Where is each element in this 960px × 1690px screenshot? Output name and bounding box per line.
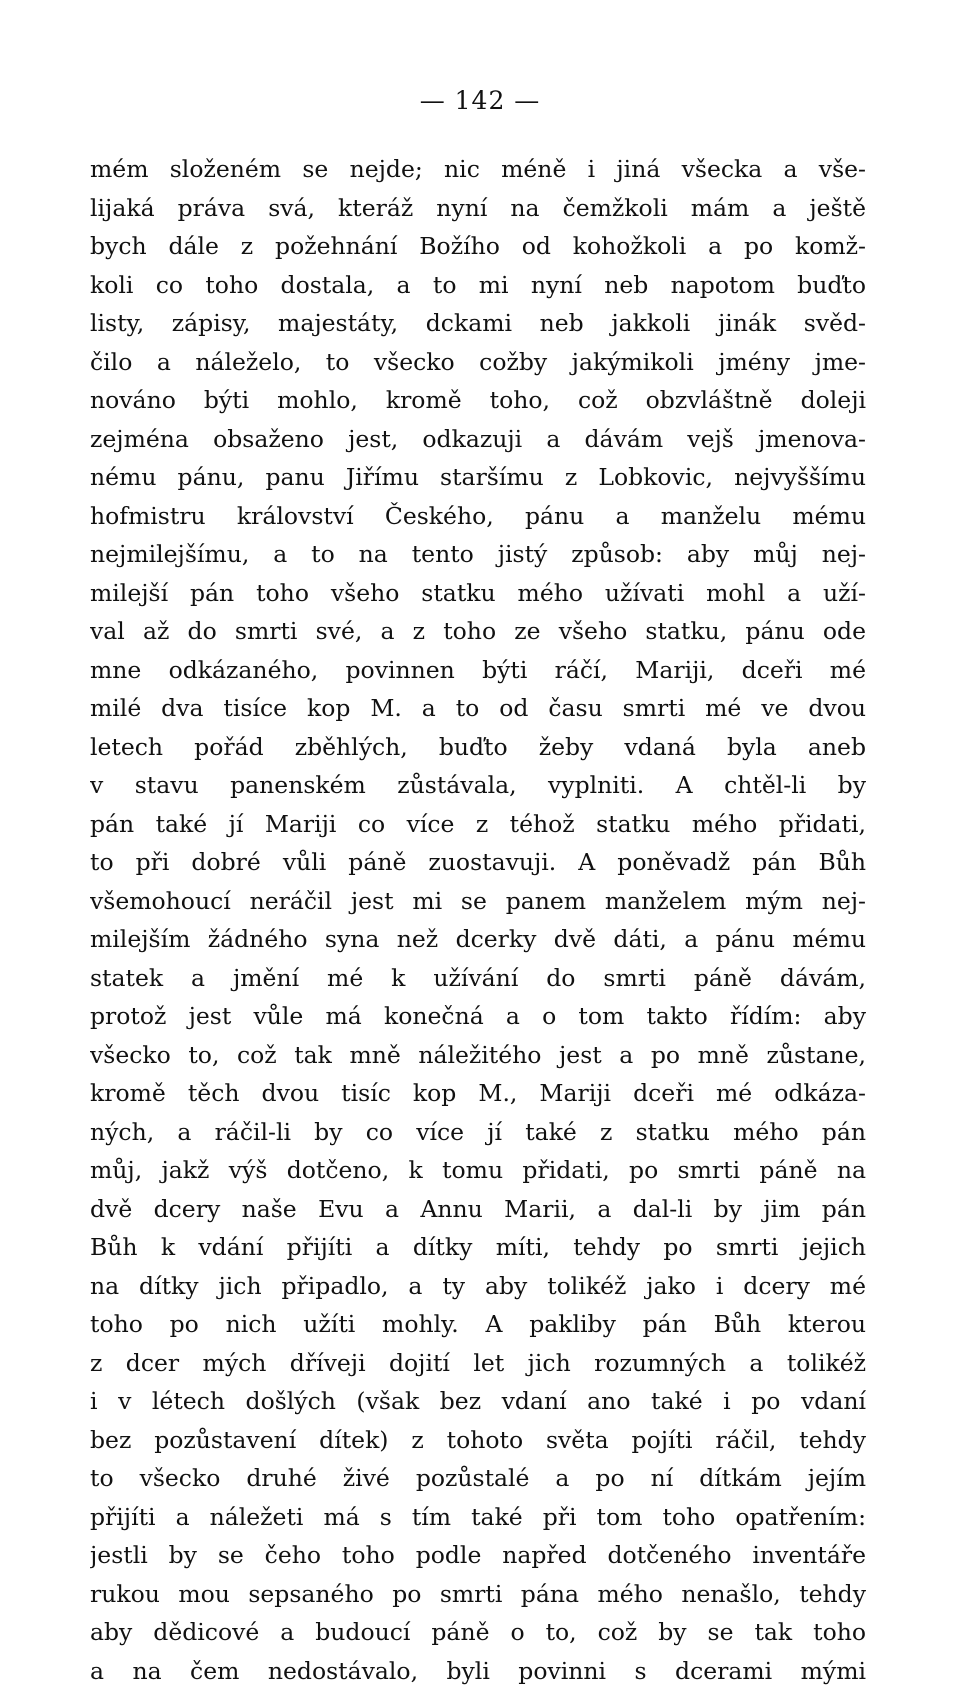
body-text [90, 150, 866, 1690]
text-line: na dítky jich připadlo, a ty aby tolikéž jako i dcery mé [90, 1267, 866, 1306]
text-line: to při dobré vůli páně zuostavuji. A poněvadž pán Bůh [90, 843, 866, 882]
text-line: mém složeném se nejde; nic méně i jiná všecka a vše- [90, 150, 866, 189]
text-line: milé dva tisíce kop M. a to od času smrti mé ve dvou [90, 689, 866, 728]
text-line: všemohoucí neráčil jest mi se panem manželem mým nej- [90, 882, 866, 921]
text-line: aby dědicové a budoucí páně o to, což by se tak toho [90, 1613, 866, 1652]
text-line: nému pánu, panu Jiřímu staršímu z Lobkovic, nejvyššímu [90, 458, 866, 497]
text-line: toho po nich užíti mohly. A pakliby pán Bůh kterou [90, 1305, 866, 1344]
text-line: koli co toho dostala, a to mi nyní neb napotom buďto [90, 266, 866, 305]
text-line: pán také jí Mariji co více z téhož statku mého přidati, [90, 805, 866, 844]
text-line: nejmilejšímu, a to na tento jistý způsob: aby můj nej- [90, 535, 866, 574]
text-line: kromě těch dvou tisíc kop M., Mariji dceři mé odkáza- [90, 1074, 866, 1113]
text-line: bych dále z požehnání Božího od kohožkoli a po komž- [90, 227, 866, 266]
text-line: to všecko druhé živé pozůstalé a po ní dítkám jejím [90, 1459, 866, 1498]
text-line: statek a jmění mé k užívání do smrti páně dávám, [90, 959, 866, 998]
text-line: i v létech došlých (však bez vdaní ano také i po vdaní [90, 1382, 866, 1421]
text-line: zejména obsaženo jest, odkazuji a dávám vejš jmenova- [90, 420, 866, 459]
text-line: a na čem nedostávalo, byli povinni s dcerami mými [90, 1652, 866, 1690]
text-line: hofmistru království Českého, pánu a manželu mému [90, 497, 866, 536]
text-line: nováno býti mohlo, kromě toho, což obzvláštně doleji [90, 381, 866, 420]
text-line: z dcer mých dříveji dojití let jich rozumných a tolikéž [90, 1344, 866, 1383]
text-line: v stavu panenském zůstávala, vyplniti. A chtěl-li by [90, 766, 866, 805]
text-line: čilo a náleželo, to všecko cožby jakýmikoli jmény jme- [90, 343, 866, 382]
text-line: ných, a ráčil-li by co více jí také z statku mého pán [90, 1113, 866, 1152]
page-number: — 142 — [0, 86, 960, 115]
text-line: val až do smrti své, a z toho ze všeho statku, pánu ode [90, 612, 866, 651]
text-line: přijíti a náležeti má s tím také při tom toho opatřením: [90, 1498, 866, 1537]
text-line: milejším žádného syna než dcerky dvě dáti, a pánu mému [90, 920, 866, 959]
text-line: bez pozůstavení dítek) z tohoto světa pojíti ráčil, tehdy [90, 1421, 866, 1460]
text-line: rukou mou sepsaného po smrti pána mého nenašlo, tehdy [90, 1575, 866, 1614]
text-line: listy, zápisy, majestáty, dckami neb jakkoli jinák svěd- [90, 304, 866, 343]
text-line: všecko to, což tak mně náležitého jest a po mně zůstane, [90, 1036, 866, 1075]
text-line: Bůh k vdání přijíti a dítky míti, tehdy po smrti jejich [90, 1228, 866, 1267]
text-line: dvě dcery naše Evu a Annu Marii, a dal-li by jim pán [90, 1190, 866, 1229]
text-line: milejší pán toho všeho statku mého užívati mohl a uží- [90, 574, 866, 613]
text-line: letech pořád zběhlých, buďto žeby vdaná byla aneb [90, 728, 866, 767]
text-line: můj, jakž výš dotčeno, k tomu přidati, po smrti páně na [90, 1151, 866, 1190]
text-line: mne odkázaného, povinnen býti ráčí, Mariji, dceři mé [90, 651, 866, 690]
text-line: jestli by se čeho toho podle napřed dotčeného inventáře [90, 1536, 866, 1575]
text-line: protož jest vůle má konečná a o tom takto řídím: aby [90, 997, 866, 1036]
text-line: lijaká práva svá, kteráž nyní na čemžkoli mám a ještě [90, 189, 866, 228]
